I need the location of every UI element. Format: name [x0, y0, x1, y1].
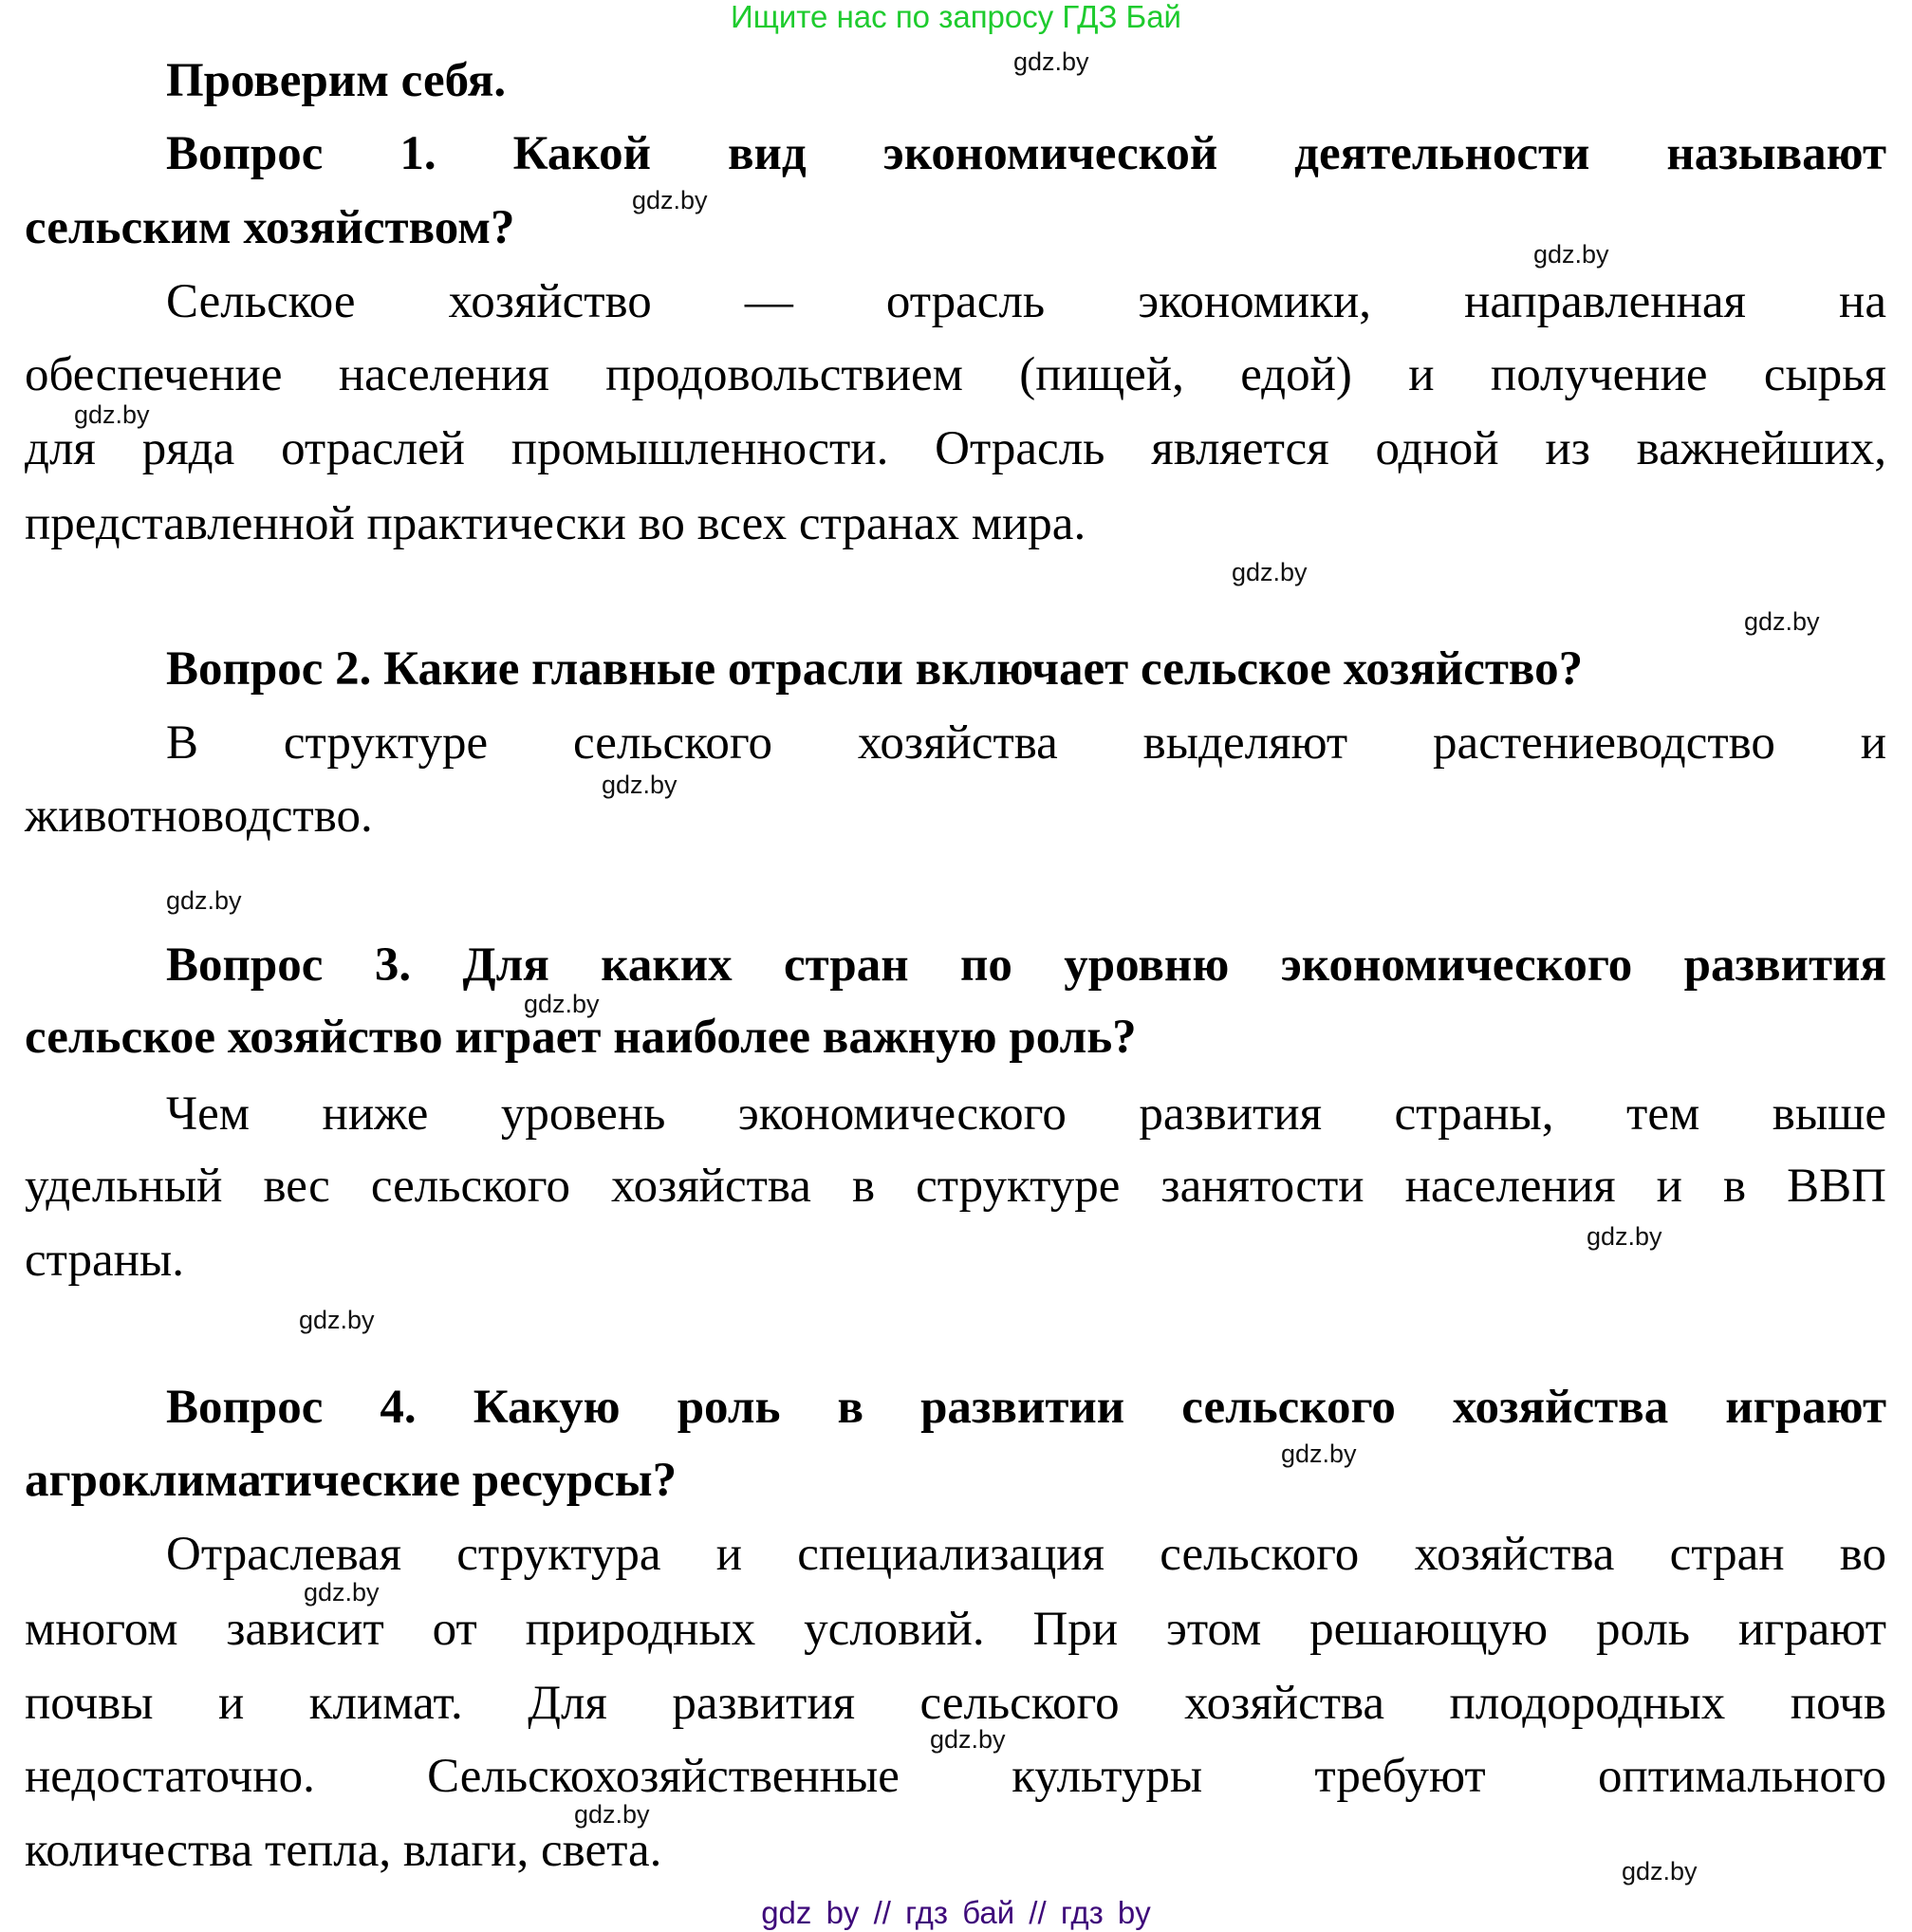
watermark: gdz.by	[1013, 47, 1089, 76]
watermark: gdz.by	[632, 186, 708, 214]
answer-4-line-1: Отраслевая структура и специализация сельского хозяйства стран во	[166, 1528, 1886, 1581]
watermark: gdz.by	[1622, 1857, 1698, 1886]
answer-1-line-3: для ряда отраслей промышленности. Отрасль является одной из важнейших,	[25, 422, 1886, 475]
question-3-line-1: Вопрос 3. Для каких стран по уровню экономического развития	[166, 938, 1886, 992]
answer-2-line-2: животноводство.	[25, 790, 373, 843]
question-4-line-2: агроклиматические ресурсы?	[25, 1454, 678, 1507]
question-1-line-1: Вопрос 1. Какой вид экономической деятельности называют	[166, 127, 1886, 180]
question-1-line-2: сельским хозяйством?	[25, 201, 515, 254]
question-2-line-1: Вопрос 2. Какие главные отрасли включает сельское хозяйство?	[166, 642, 1584, 696]
watermark: gdz.by	[1232, 558, 1308, 586]
watermark: gdz.by	[1281, 1440, 1357, 1468]
question-4-line-1: Вопрос 4. Какую роль в развитии сельского хозяйства играют	[166, 1381, 1886, 1434]
answer-1-line-1: Сельское хозяйство — отрасль экономики, направленная на	[166, 275, 1886, 328]
answer-4-line-5: количества тепла, влаги, света.	[25, 1824, 662, 1877]
answer-4-line-4: недостаточно. Сельскохозяйственные культуры требуют оптимального	[25, 1750, 1886, 1803]
watermark: gdz.by	[524, 990, 600, 1018]
answer-1-line-4: представленной практически во всех странах мира.	[25, 497, 1086, 550]
watermark: gdz.by	[574, 1800, 650, 1829]
watermark: gdz.by	[166, 886, 242, 915]
answer-4-line-2: многом зависит от природных условий. При этом решающую роль играют	[25, 1603, 1886, 1656]
watermark: gdz.by	[74, 400, 150, 429]
question-3-line-2: сельское хозяйство играет наиболее важную роль?	[25, 1011, 1137, 1064]
answer-3-line-1: Чем ниже уровень экономического развития страны, тем выше	[166, 1087, 1886, 1141]
watermark: gdz.by	[930, 1725, 1006, 1754]
search-banner: Ищите нас по запросу ГДЗ Бай	[731, 0, 1181, 34]
answer-3-line-2: удельный вес сельского хозяйства в структуре занятости населения и в ВВП	[25, 1160, 1886, 1213]
answer-4-line-3: почвы и климат. Для развития сельского хозяйства плодородных почв	[25, 1677, 1886, 1730]
watermark: gdz.by	[299, 1306, 375, 1334]
watermark: gdz.by	[304, 1578, 380, 1607]
watermark: gdz.by	[602, 771, 678, 799]
watermark: gdz.by	[1587, 1222, 1662, 1251]
site-footer: gdz by // гдз бай // гдз by	[761, 1895, 1151, 1930]
answer-2-line-1: В структуре сельского хозяйства выделяют растениеводство и	[166, 716, 1886, 770]
answer-1-line-2: обеспечение населения продовольствием (пищей, едой) и получение сырья	[25, 348, 1886, 401]
section-title: Проверим себя.	[166, 54, 507, 107]
watermark: gdz.by	[1533, 240, 1609, 269]
watermark: gdz.by	[1744, 607, 1820, 636]
answer-3-line-3: страны.	[25, 1234, 184, 1287]
